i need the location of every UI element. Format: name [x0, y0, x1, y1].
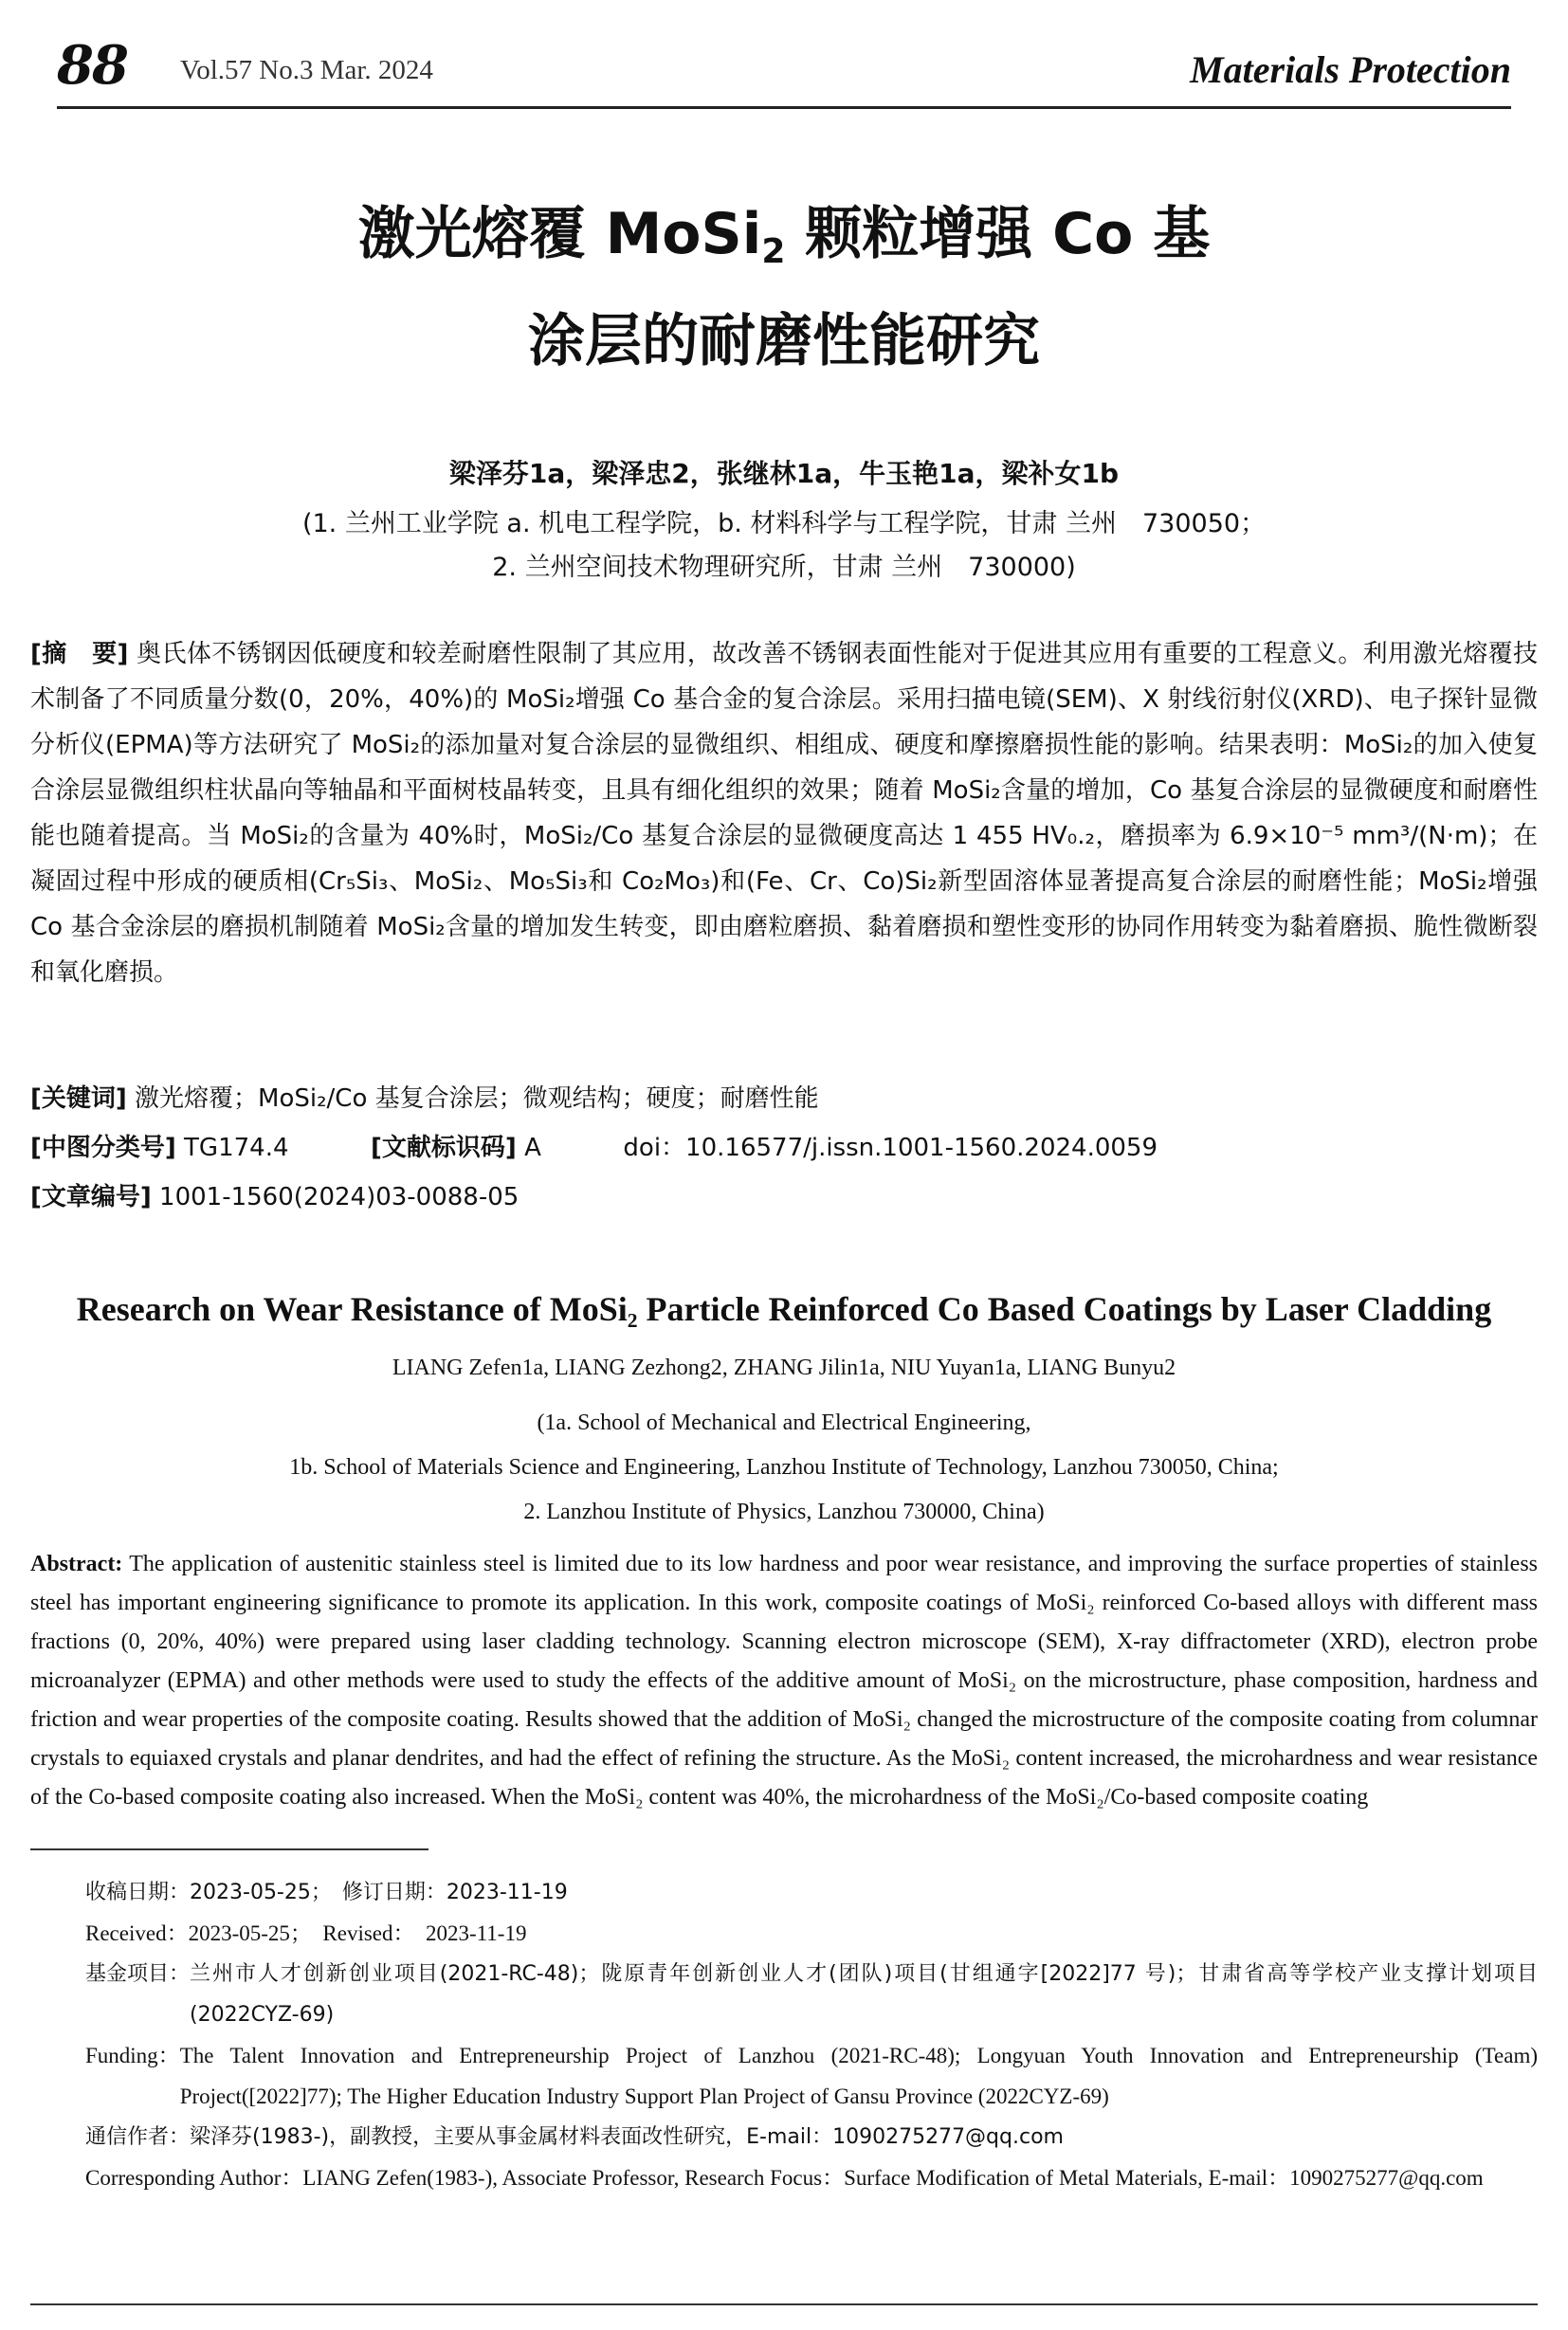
doi: doi：10.16577/j.issn.1001-1560.2024.0059 [623, 1134, 1158, 1162]
footnote-value: LIANG Zefen(1983-), Associate Professor, Research Focus：Surface Modification of Metal Materials, E-mail：1090275277@qq.com [302, 2166, 1484, 2190]
chinese-affiliations [0, 502, 1568, 590]
affiliation-line: (1. 兰州工业学院 a. 机电工程学院，b. 材料科学与工程学院，甘肃 兰州 730050； [301, 509, 1267, 538]
footnote-label: 通信作者： [85, 2125, 191, 2149]
footnote-value: 梁泽芬(1983-)，副教授，主要从事金属材料表面改性研究，E-mail：1090275277@qq.com [190, 2125, 1064, 2149]
keywords-text: 激光熔覆；MoSi₂/Co 基复合涂层；微观结构；硬度；耐磨性能 [135, 1084, 819, 1113]
footnote-row [85, 1954, 1538, 2035]
chinese-title [95, 190, 1473, 386]
title-part: 激光熔覆 MoSi [357, 201, 762, 267]
bottom-rule [30, 2303, 1538, 2305]
header-rule [57, 106, 1511, 109]
footnote-label: 基金项目： [85, 1962, 191, 1986]
chinese-keywords [30, 1076, 1538, 1121]
journal-name: Materials Protection [1190, 48, 1511, 91]
footnote-value: 2023-05-25； 修订日期：2023-11-19 [190, 1881, 568, 1904]
footnote-value: The Talent Innovation and Entrepreneurship Project of Lanzhou (2021-RC-48); Longyuan Youth Innovation and Entrepreneurship (Team) Project([2022]77); The Higher Education Industry Support Plan Project of Gansu Province (2022CYZ-69) [179, 2044, 1538, 2108]
footnote-row [85, 2157, 1538, 2198]
english-abstract [30, 1545, 1538, 1817]
title-part: 颗粒增强 Co 基 [785, 201, 1211, 267]
footnote-row [85, 1913, 1538, 1954]
article-label: [文章编号] [30, 1183, 152, 1211]
footnote-label: 收稿日期： [85, 1881, 191, 1904]
chinese-abstract [30, 631, 1538, 995]
abstract-label: Abstract: [30, 1552, 123, 1576]
doccode-label: [文献标识码] [371, 1134, 517, 1162]
title-subscript: 2 [761, 232, 786, 271]
english-title: Research on Wear Resistance of MoSi₂ Particle Reinforced Co Based Coatings by Laser Cladding [76, 1290, 1492, 1328]
footnote-label: Received： [85, 1921, 189, 1945]
footnote-row [85, 2035, 1538, 2117]
footnote-row [85, 1872, 1538, 1913]
chinese-authors: 梁泽芬1a，梁泽忠2，张继林1a，牛玉艳1a，梁补女1b [448, 458, 1120, 489]
footnote-value: 兰州市人才创新创业项目(2021-RC-48)；陇原青年创新创业人才(团队)项目(甘组通字[2022]77 号)；甘肃省高等学校产业支撑计划项目(2022CYZ-69) [190, 1962, 1538, 2027]
footnote-label: Corresponding Author： [85, 2166, 303, 2190]
affiliation-line: 2. 兰州空间技术物理研究所，甘肃 兰州 730000) [492, 553, 1076, 582]
english-affiliations [0, 1401, 1568, 1535]
article-number: 1001-1560(2024)03-0088-05 [159, 1183, 520, 1211]
classification-row [30, 1125, 1538, 1171]
affiliation-line: 1b. School of Materials Science and Engineering, Lanzhou Institute of Technology, Lanzhou 730050, China; [289, 1455, 1279, 1480]
title-line-2: 涂层的耐磨性能研究 [528, 308, 1040, 374]
article-number-row [30, 1174, 1538, 1220]
page-header [57, 34, 1511, 97]
footnote-label: Funding： [85, 2044, 180, 2067]
issue-info: Vol.57 No.3 Mar. 2024 [180, 55, 433, 85]
footnote-row [85, 2117, 1538, 2157]
footnote-rule [30, 1848, 428, 1850]
affiliation-line: 2. Lanzhou Institute of Physics, Lanzhou 730000, China) [523, 1500, 1045, 1524]
clc-value: TG174.4 [184, 1134, 289, 1162]
doccode-value: A [524, 1134, 541, 1162]
abstract-label: [摘 要] [30, 640, 129, 668]
abstract-text: 奥氏体不锈钢因低硬度和较差耐磨性限制了其应用，故改善不锈钢表面性能对于促进其应用有重要的工程意义。利用激光熔覆技术制备了不同质量分数(0，20%，40%)的 MoSi₂增强 Co 基合金的复合涂层。采用扫描电镜(SEM)、X 射线衍射仪(XRD)、电子探针显微分析仪(EPMA)等方法研究了 MoSi₂的添加量对复合涂层的显微组织、相组成、硬度和摩擦磨损性能的影响。结果表明：MoSi₂的加入使复合涂层显微组织柱状晶向等轴晶和平面树枝晶转变，且具有细化组织的效果；随着 MoSi₂含量的增加，Co 基复合涂层的显微硬度和耐磨性能也随着提高。当 MoSi₂的含量为 40%时，MoSi₂/Co 基复合涂层的显微硬度高达 1 455 HV₀.₂，磨损率为 6.9×10⁻⁵ mm³/(N·m)；在凝固过程中形成的硬质相(Cr₅Si₃、MoSi₂、Mo₅Si₃和 Co₂Mo₃)和(Fe、Cr、Co)Si₂新型固溶体显著提高复合涂层的耐磨性能；MoSi₂增强 Co 基合金涂层的磨损机制随着 MoSi₂含量的增加发生转变，即由磨粒磨损、黏着磨损和塑性变形的协同作用转变为黏着磨损、脆性微断裂和氧化磨损。 [30, 640, 1538, 987]
abstract-text: The application of austenitic stainless steel is limited due to its low hardness and poor wear resistance, and improving the surface properties of stainless steel has important engineering significance to promote its application. In this work, composite coatings of MoSi₂ reinforced Co-based alloys with different mass fractions (0, 20%, 40%) were prepared using laser cladding technology. Scanning electron microscope (SEM), X-ray diffractometer (XRD), electron probe microanalyzer (EPMA) and other methods were used to study the effects of the additive amount of MoSi₂ on the microstructure, phase composition, hardness and friction and wear properties of the composite coating. Results showed that the addition of MoSi₂ changed the microstructure of the composite coating from columnar crystals to equiaxed crystals and planar dendrites, and had the effect of refining the structure. As the MoSi₂ content increased, the microhardness and wear resistance of the Co-based composite coating also increased. When the MoSi₂ content was 40%, the microhardness of the MoSi₂/Co-based composite coating [30, 1552, 1538, 1810]
keywords-label: [关键词] [30, 1084, 127, 1113]
clc-label: [中图分类号] [30, 1134, 176, 1162]
footnotes [85, 1872, 1538, 2198]
page-number: 88 [57, 34, 127, 97]
footnote-value: 2023-05-25； Revised： 2023-11-19 [188, 1921, 527, 1945]
affiliation-line: (1a. School of Mechanical and Electrical Engineering, [537, 1411, 1031, 1435]
english-authors: LIANG Zefen1a, LIANG Zezhong2, ZHANG Jilin1a, NIU Yuyan1a, LIANG Bunyu2 [392, 1356, 1176, 1380]
